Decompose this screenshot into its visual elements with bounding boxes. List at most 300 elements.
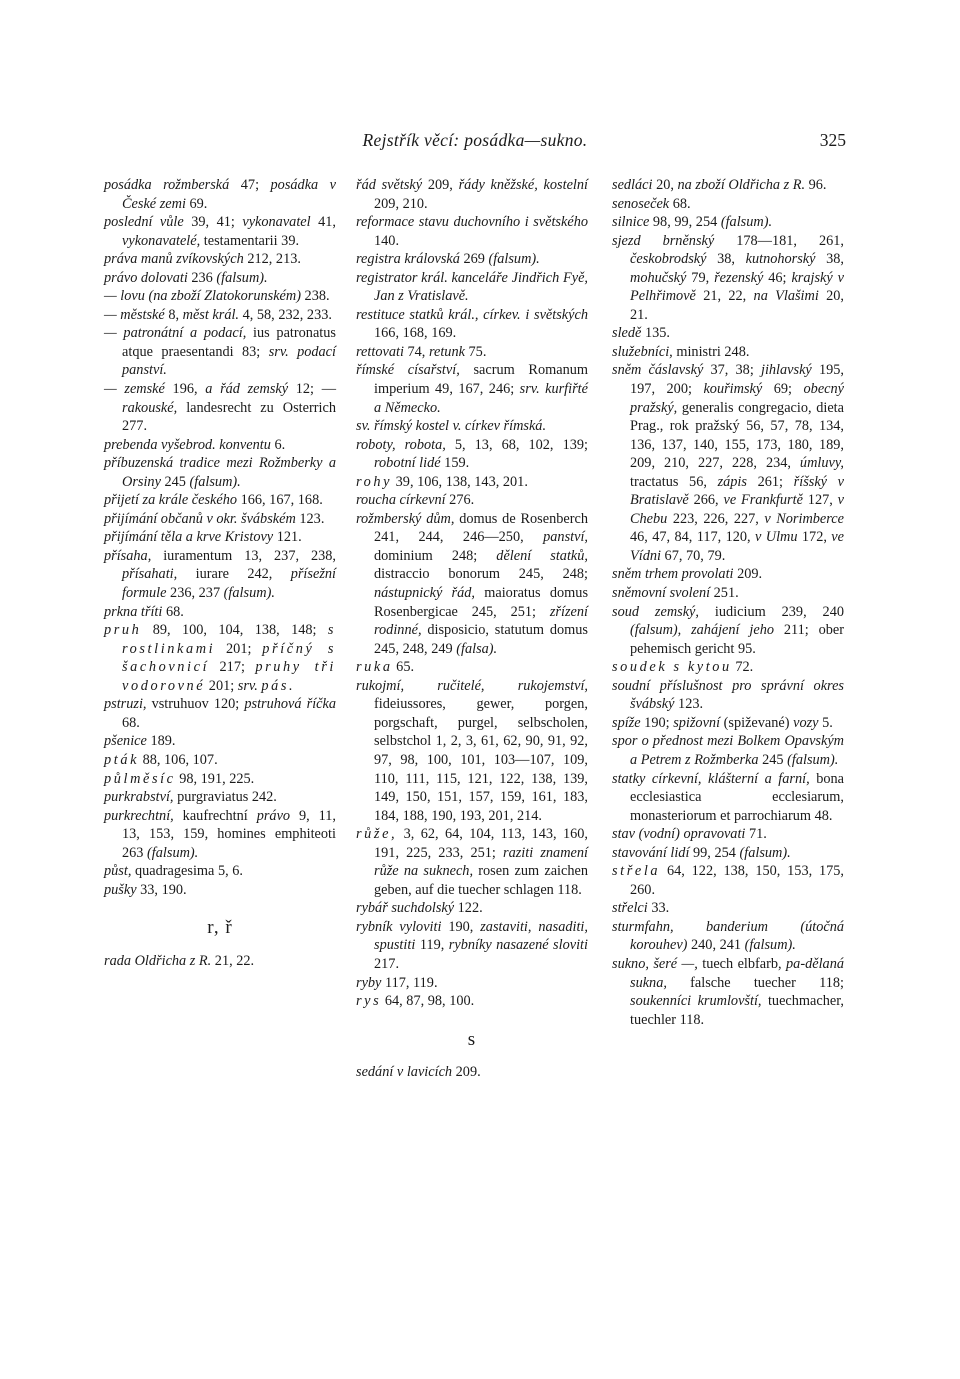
entry-segment: srv. podací panství.	[122, 343, 336, 379]
entry-segment: spižovní	[673, 714, 721, 731]
entry-segment: 119,	[415, 937, 449, 954]
index-entry	[356, 1063, 588, 1082]
entry-segment: pruhy tři vodorovné	[122, 659, 336, 694]
entry-segment: 67, 70, 79.	[660, 547, 726, 564]
entry-segment: rosen zum zaichen geben, auf die tuecher schlagen 118.	[374, 863, 588, 898]
entry-segment: krajský v Pelhřimově	[630, 269, 844, 305]
entry-segment: spíže	[612, 714, 641, 731]
index-entry	[104, 510, 336, 529]
entry-segment: 64, 122, 138, 150, 153, 175, 260.	[630, 863, 844, 898]
index-entry	[612, 825, 844, 844]
entry-segment: ve Frankfurtě	[723, 492, 803, 509]
entry-segment: sv. římský kostel v. církev římská.	[356, 418, 547, 435]
entry-segment: soudní příslušnost pro správní okres švábský	[612, 677, 844, 713]
index-column-2	[356, 176, 588, 1082]
index-entry	[612, 565, 844, 584]
index-entry	[612, 770, 844, 826]
entry-segment: 209.	[733, 566, 763, 583]
index-entry	[104, 176, 336, 213]
index-entry	[104, 807, 336, 863]
entry-segment: v Ulmu	[755, 529, 798, 546]
entry-segment: v Norimberce	[764, 510, 844, 527]
entry-segment: přijímání občanů v okr. švábském	[104, 510, 296, 527]
entry-segment: 135.	[641, 325, 670, 342]
entry-segment: 276.	[445, 492, 475, 509]
entry-segment: — zemské	[104, 381, 165, 398]
entry-segment: 20, 21.	[630, 288, 844, 323]
entry-segment: sedláci	[612, 177, 653, 193]
index-entry	[356, 417, 588, 436]
index-entry	[104, 547, 336, 603]
entry-segment: měst král.	[182, 306, 240, 323]
entry-segment: a řád zemský	[205, 381, 289, 398]
entry-segment: 178—181, 261,	[714, 232, 845, 249]
entry-segment: ministri 248.	[672, 343, 750, 360]
index-entry	[612, 213, 844, 232]
entry-segment: 127,	[802, 492, 838, 509]
entry-segment: registra královská	[356, 251, 460, 268]
entry-segment: střelci	[612, 900, 648, 917]
entry-segment: 123.	[674, 696, 704, 713]
entry-segment: 223, 226, 227,	[667, 510, 765, 527]
entry-segment: soudek s kytou	[612, 659, 732, 676]
entry-segment: stavování lidí	[612, 844, 690, 861]
index-entry	[104, 881, 336, 900]
index-entry	[104, 695, 336, 732]
entry-segment: 236	[187, 269, 217, 286]
index-entry	[612, 918, 844, 955]
entry-segment: 4, 58, 232, 233.	[239, 306, 332, 323]
entry-segment: 68.	[122, 714, 140, 731]
index-entry	[356, 343, 588, 362]
entry-segment: purgraviatus 242.	[173, 789, 277, 806]
entry-segment: rada Oldřicha z R.	[104, 952, 212, 969]
entry-segment: 74,	[403, 343, 429, 360]
entry-segment: ryby	[356, 974, 382, 991]
entry-segment: 68.	[162, 603, 184, 620]
entry-segment: stav (vodní) opravovati	[612, 826, 746, 843]
entry-segment: iudicium 239, 240	[698, 603, 844, 620]
entry-segment: pa-dělaná sukna,	[630, 955, 844, 991]
index-entry	[612, 732, 844, 769]
index-entry	[612, 955, 844, 1029]
entry-segment: zastaviti, nasaditi, spustiti	[374, 918, 588, 954]
index-entry	[356, 677, 588, 825]
entry-segment: půlměsíc	[104, 770, 176, 787]
entry-segment: 217.	[374, 955, 400, 972]
index-entry	[104, 436, 336, 455]
index-entry	[104, 732, 336, 751]
entry-segment: příbuzenská tradice mezi Rožmberky a Orsiny	[104, 455, 336, 490]
entry-segment: purkrechtní,	[104, 807, 174, 824]
entry-segment: řád světský	[356, 177, 423, 193]
entry-segment: pušky	[104, 881, 137, 898]
entry-segment: 68.	[669, 195, 691, 212]
entry-segment: 140.	[374, 232, 400, 249]
entry-segment: quadragesima 5, 6.	[131, 863, 243, 880]
letter-heading: s	[467, 1028, 477, 1050]
index-entry	[356, 250, 588, 269]
entry-segment: (falsa).	[456, 640, 498, 657]
entry-segment: 211; ober pehemisch gericht 95.	[630, 622, 844, 657]
entry-segment: 46, 47, 84, 117, 120,	[630, 529, 756, 546]
entry-segment: na zboží Oldřicha z R.	[677, 177, 806, 193]
index-entry	[104, 213, 336, 250]
index-entry	[104, 952, 336, 971]
entry-segment: 98, 99, 254	[649, 214, 721, 231]
entry-segment: senoseček	[612, 195, 670, 212]
entry-segment: (falsum).	[216, 269, 268, 286]
entry-segment: roucha církevní	[356, 492, 446, 509]
entry-segment: (falsum).	[147, 844, 199, 861]
entry-segment: 21, 22.	[211, 952, 255, 969]
entry-segment: rys	[356, 993, 382, 1010]
entry-segment: 3, 62, 64, 104, 113, 143, 160, 191, 225, 233, 251;	[374, 826, 588, 861]
index-entry	[612, 658, 844, 677]
entry-segment: ve Vídni	[630, 529, 844, 564]
entry-segment: 123.	[295, 510, 325, 527]
entry-segment: 65.	[392, 659, 415, 676]
entry-segment: římské císařství,	[356, 362, 460, 379]
entry-segment: 5.	[818, 714, 833, 731]
entry-segment: řády kněžské, kostelní	[458, 177, 589, 193]
index-entry	[612, 343, 844, 362]
index-entry	[356, 658, 588, 677]
entry-segment: distraccio bonorum 245, 248;	[374, 566, 588, 583]
entry-segment: rožmberský dům,	[356, 510, 455, 527]
entry-segment: 98, 191, 225.	[175, 770, 255, 787]
index-entry	[104, 250, 336, 269]
entry-segment: 195, 197, 200;	[630, 362, 844, 398]
entry-segment: vozy	[793, 714, 819, 731]
entry-segment: 20,	[652, 177, 678, 193]
entry-segment: úmluvy,	[799, 455, 844, 472]
entry-segment: bona ecclesiastica ecclesiarum, monasteriorum et parrochiarum 48.	[630, 770, 844, 824]
entry-segment: (falsum).	[787, 751, 839, 768]
entry-segment: 39, 41;	[183, 214, 243, 231]
entry-segment: restituce statků král., církev. i světských	[356, 306, 588, 323]
entry-segment: příčný s šachovnicí	[122, 640, 336, 676]
entry-segment: kouřimský	[703, 381, 763, 398]
letter-heading: r, ř	[207, 917, 233, 939]
entry-segment: spor o přednost mezi Bolkem Opavským a Petrem z Rožmberka	[612, 733, 844, 768]
entry-segment: 209.	[452, 1064, 481, 1081]
entry-segment: posádka v České zemi	[122, 177, 336, 212]
page-header	[104, 130, 846, 158]
entry-segment: iuramentum 13, 237, 238,	[151, 547, 336, 564]
entry-segment: 166, 167, 168.	[237, 492, 323, 509]
entry-segment: sněm trhem provolati	[612, 566, 734, 583]
entry-segment: 38,	[815, 251, 844, 268]
entry-segment: panství,	[543, 529, 588, 546]
index-entry	[356, 491, 588, 510]
entry-segment: nástupnický řád,	[374, 585, 475, 602]
entry-segment: 209, 210.	[374, 195, 428, 212]
entry-segment: 261;	[746, 473, 794, 490]
running-title: Rejstřík věcí: posádka—sukno.	[362, 130, 588, 150]
entry-segment: 33.	[647, 900, 670, 917]
index-entry	[356, 473, 588, 492]
entry-segment: 190;	[640, 714, 674, 731]
entry-segment: 12; —	[288, 381, 337, 398]
entry-segment: mohučský	[630, 269, 687, 286]
entry-segment: právo	[256, 807, 291, 824]
index-entry	[104, 603, 336, 622]
entry-segment: kaufrechtní	[173, 807, 257, 824]
entry-segment: 201;	[205, 677, 238, 694]
entry-segment: 217;	[209, 659, 256, 676]
entry-segment: statky církevní, klášterní a farní,	[612, 770, 810, 787]
entry-segment: 189.	[146, 733, 176, 750]
entry-segment: sněmovní svolení	[612, 585, 711, 602]
entry-segment: vstruhuov 120;	[146, 696, 245, 713]
entry-segment: 240, 241	[687, 937, 745, 954]
entry-segment: 190,	[441, 918, 481, 935]
entry-segment: 96.	[805, 177, 827, 193]
entry-segment: vykonavatel	[242, 214, 311, 231]
entry-segment: v Chebu	[630, 492, 845, 527]
entry-segment: silnice	[612, 214, 650, 231]
index-entry	[356, 306, 588, 343]
entry-segment: 166, 168, 169.	[374, 325, 457, 342]
entry-segment: 5, 13, 68, 102, 139;	[445, 436, 588, 453]
entry-segment: růže,	[356, 826, 398, 843]
index-entry	[104, 269, 336, 288]
entry-segment: testamentarii 39.	[200, 232, 300, 249]
entry-segment: přísaha,	[104, 547, 152, 564]
entry-segment: 121.	[273, 529, 302, 546]
entry-segment: 46;	[763, 269, 792, 286]
entry-segment: robotní lidé	[374, 455, 441, 472]
entry-segment: registrator král. kanceláře Jindřich Fyě, Jan z Vratislavě.	[356, 269, 588, 305]
entry-segment: pstruhová říčka	[244, 696, 337, 713]
entry-segment: s rostlinkami	[122, 622, 336, 657]
entry-segment: služebníci,	[612, 343, 673, 360]
index-entry	[356, 974, 588, 993]
index-entry	[356, 361, 588, 417]
index-entry	[104, 788, 336, 807]
entry-segment: reformace stavu duchovního i světského	[356, 214, 588, 231]
entry-segment: tractatus 56,	[630, 473, 718, 490]
entry-segment: 159.	[440, 455, 470, 472]
entry-segment: 37, 38;	[703, 362, 761, 379]
entry-segment: — městské	[104, 306, 165, 323]
entry-segment: 209,	[422, 177, 459, 193]
entry-segment: 201;	[215, 640, 263, 657]
entry-segment: zřízení rodinné,	[374, 603, 588, 639]
index-entry	[356, 436, 588, 473]
index-entry	[356, 992, 588, 1011]
index-entry	[356, 269, 588, 306]
index-entry	[612, 899, 844, 918]
entry-segment: roboty, robota,	[356, 436, 446, 453]
entry-segment: rakouské,	[122, 399, 178, 416]
entry-segment: (falsum).	[189, 473, 241, 490]
entry-segment: rohy	[356, 473, 393, 490]
entry-segment: rybníky nasazené sloviti	[448, 937, 588, 954]
index-entry	[612, 677, 844, 714]
index-entry	[104, 454, 336, 491]
entry-segment: domus de Rosenberch 241, 244, 246—250,	[374, 510, 588, 546]
entry-segment: sacrum Romanum imperium 49, 167, 246;	[374, 362, 588, 398]
entry-segment: purkrabství,	[104, 789, 174, 806]
entry-segment: 238.	[300, 288, 330, 305]
entry-segment: (falsum).	[223, 585, 275, 602]
entry-segment: raziti znamení růže na suknech,	[374, 844, 588, 880]
page-number: 325	[819, 130, 846, 150]
entry-segment: generalis congregacio, dieta Prag., rok pražský 56, 57, 78, 134, 136, 137, 140, 155, 173, 180, 189, 209, 210, 227, 228, 234,	[630, 399, 844, 472]
entry-segment: sturmfahn, banderium (útočná korouhev)	[612, 918, 844, 954]
entry-segment: — lovu (na zboží Zlatokorunském)	[104, 288, 301, 305]
entry-segment: 41,	[310, 214, 336, 231]
entry-segment: 117, 119.	[381, 974, 438, 991]
entry-segment: 99, 254	[689, 844, 740, 861]
entry-segment: dominium 248;	[374, 547, 497, 564]
entry-segment: (falsum).	[744, 937, 796, 954]
entry-segment: práva manů zvíkovských	[104, 251, 244, 268]
entry-segment: rukojmí, ručitelé, rukojemství,	[356, 677, 588, 694]
index-entry	[612, 603, 844, 659]
entry-segment: (spiževané)	[720, 714, 794, 731]
entry-segment: — patronátní a podací,	[104, 325, 247, 342]
entry-segment: iurare 242,	[177, 566, 291, 583]
entry-segment: prkna tříti	[104, 603, 163, 620]
index-entry	[356, 176, 588, 213]
index-entry	[356, 918, 588, 974]
index-entry	[612, 176, 844, 195]
entry-segment: 21, 22,	[695, 288, 754, 305]
entry-segment: pás.	[261, 677, 296, 694]
index-entry	[356, 899, 588, 918]
entry-segment: českobrodský	[630, 251, 707, 268]
entry-segment: rybník vyloviti	[356, 918, 442, 935]
index-entry	[104, 751, 336, 770]
entry-segment: landesrecht zu Osterrich 277.	[122, 399, 336, 435]
entry-segment: vykonavatelé,	[122, 232, 201, 249]
entry-segment: 38,	[706, 251, 746, 268]
entry-segment: soukenníci krumlovští,	[630, 993, 762, 1010]
entry-segment: přísežní formule	[122, 566, 336, 602]
entry-segment: (falsum).	[488, 251, 540, 268]
entry-segment: sjezd brněnský	[612, 232, 715, 249]
entry-segment: pruh	[104, 622, 142, 639]
index-entry	[356, 510, 588, 658]
entry-segment: sněm čáslavský	[612, 362, 704, 379]
index-column-1	[104, 176, 336, 970]
entry-segment: 196,	[164, 381, 206, 398]
entry-segment: ius patronatus atque praesentandi 83;	[122, 325, 336, 360]
entry-segment: srv.	[237, 677, 258, 694]
index-entry	[104, 287, 336, 306]
entry-segment: maioratus domus Rosenbergicae 245, 251;	[374, 585, 589, 620]
index-entry	[104, 491, 336, 510]
entry-segment: 212, 213.	[243, 251, 301, 268]
entry-segment: střela	[612, 863, 661, 880]
entry-segment: retunk	[428, 343, 465, 360]
entry-segment: 266,	[688, 492, 724, 509]
entry-segment: prebenda vyšebrod. konventu	[104, 436, 271, 453]
entry-segment: rybář suchdolský	[356, 900, 455, 917]
index-entry	[612, 714, 844, 733]
entry-segment: pšenice	[104, 733, 147, 750]
entry-segment: soud zemský,	[612, 603, 699, 620]
entry-segment: fideiussores, gewer, porgen, porgschaft, purgel, selbscholen, selbstchol 1, 2, 3, 61, 62, 90, 91, 92, 97, 98, 100, 101, 103—107, 109, 110, 111, 115, 121, 122, 138, 139, 149, 150, 151, 157, 159, 161, 183, 184, 188, 190, 193, 201, 214.	[374, 696, 588, 824]
index-entry	[612, 584, 844, 603]
index-entry	[612, 324, 844, 343]
entry-segment: falsche tuecher 118;	[666, 974, 844, 991]
entry-segment: kutnohorský	[745, 251, 816, 268]
entry-segment: 122.	[454, 900, 483, 917]
entry-segment: dělení statků,	[496, 547, 588, 564]
entry-segment: 71.	[745, 826, 767, 843]
entry-segment: 251.	[710, 585, 739, 602]
entry-segment: pták	[104, 751, 140, 768]
entry-segment: tuech elbfarb,	[697, 955, 787, 972]
entry-segment: jihlavský	[760, 362, 812, 379]
index-entry	[104, 324, 336, 380]
entry-segment: sukno, šeré —,	[612, 955, 698, 972]
entry-segment: přísahati,	[122, 566, 178, 583]
entry-segment: (falsum), zahájení jeho	[630, 622, 774, 639]
entry-segment: 88, 106, 107.	[139, 751, 218, 768]
entry-segment: právo dolovati	[104, 269, 188, 286]
entry-segment: 79,	[686, 269, 715, 286]
entry-segment: přijímání těla a krve Kristovy	[104, 529, 274, 546]
entry-segment: (falsum).	[739, 844, 791, 861]
entry-segment: obecný pražský,	[630, 381, 844, 416]
entry-segment: 69;	[762, 381, 804, 398]
entry-segment: 245	[758, 751, 788, 768]
index-entry	[612, 862, 844, 899]
entry-segment: 69.	[185, 195, 208, 212]
entry-segment: 33, 190.	[136, 881, 187, 898]
entry-segment: na Vlašimi	[753, 288, 819, 305]
index-entry	[356, 825, 588, 899]
entry-segment: řezenský	[714, 269, 764, 286]
index-entry	[104, 380, 336, 436]
entry-segment: zápis	[717, 473, 747, 490]
entry-segment: rettovati	[356, 343, 404, 360]
entry-segment: posádka rožmberská	[104, 177, 230, 193]
index-entry	[612, 195, 844, 214]
entry-segment: poslední vůle	[104, 214, 184, 231]
index-entry	[612, 844, 844, 863]
index-entry	[104, 306, 336, 325]
entry-segment: 72.	[731, 659, 754, 676]
index-entry	[104, 528, 336, 547]
entry-segment: 89, 100, 104, 138, 148;	[141, 622, 328, 639]
entry-segment: 245	[160, 473, 190, 490]
entry-segment: tuechmacher, tuechler 118.	[630, 993, 844, 1028]
index-entry	[104, 862, 336, 881]
index-entry	[612, 361, 844, 565]
entry-segment: 269	[459, 251, 489, 268]
entry-segment: pstruzi,	[104, 696, 147, 713]
entry-segment: říšský v Bratislavě	[630, 473, 844, 509]
index-column-3	[612, 176, 844, 1029]
entry-segment: srv. kurfiřté a Německo.	[374, 381, 588, 416]
entry-segment: 172,	[797, 529, 832, 546]
entry-segment: 6.	[270, 436, 286, 453]
entry-segment: půst,	[104, 863, 132, 880]
entry-segment: 64, 87, 98, 100.	[381, 993, 475, 1010]
entry-segment: 75.	[464, 343, 487, 360]
index-entry	[356, 213, 588, 250]
index-entry	[612, 232, 844, 325]
index-entry	[104, 621, 336, 695]
index-entry	[104, 770, 336, 789]
entry-segment: sedání v lavicích	[356, 1064, 453, 1081]
